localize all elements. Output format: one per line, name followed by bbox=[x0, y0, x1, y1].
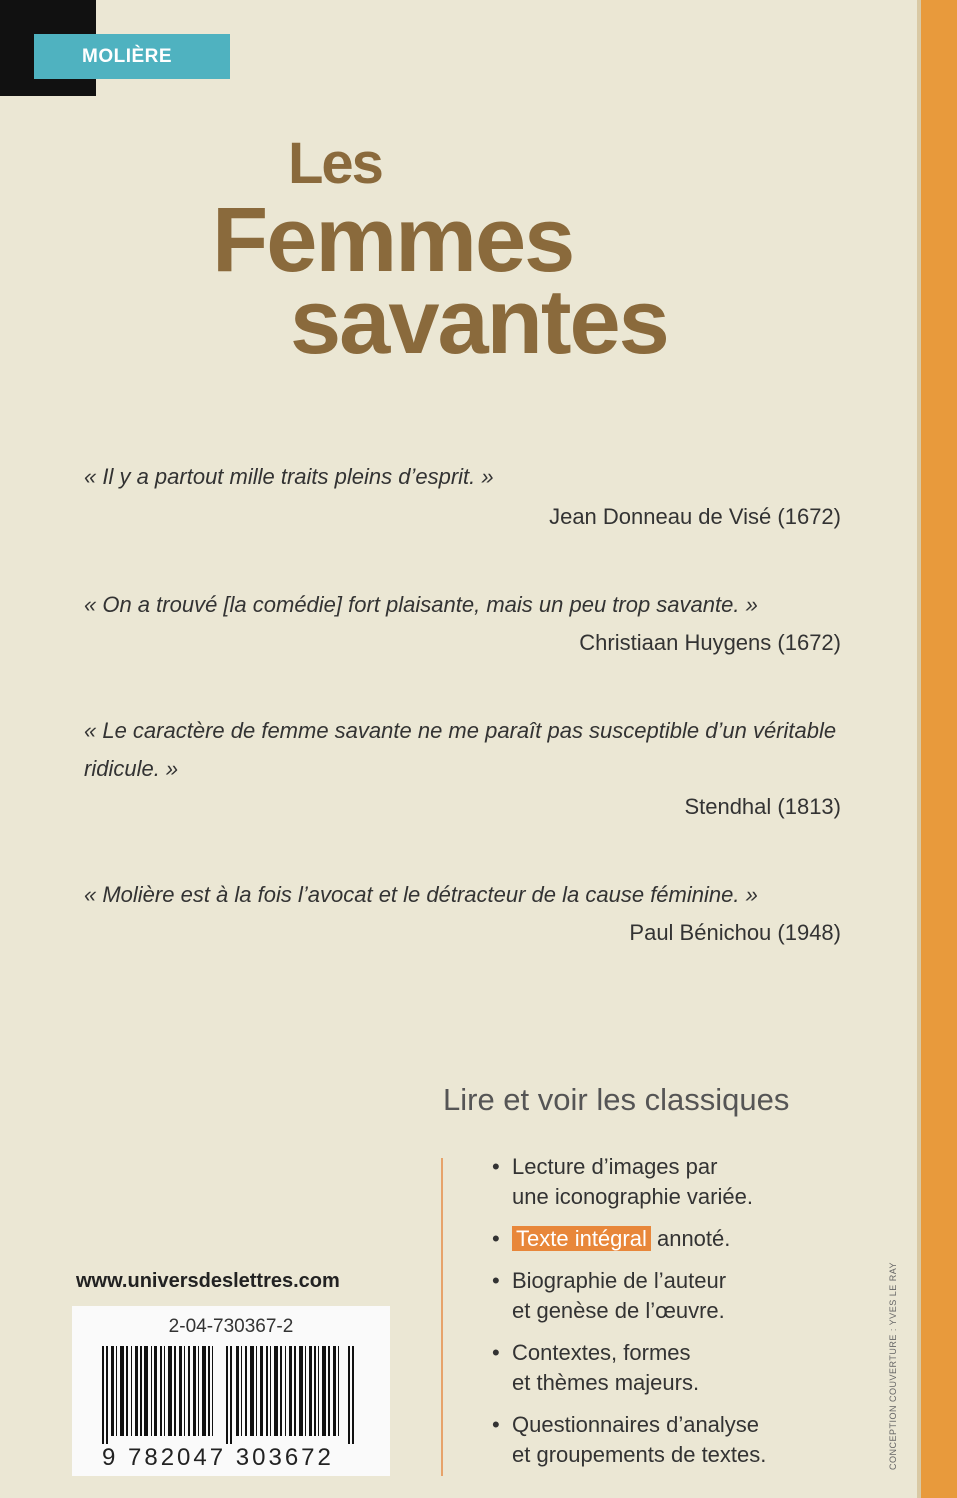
feature-text: et genèse de l’œuvre. bbox=[512, 1298, 725, 1323]
feature-text: une iconographie variée. bbox=[512, 1184, 753, 1209]
feature-item bbox=[492, 1410, 852, 1470]
feature-text: Lecture d’images par bbox=[512, 1154, 718, 1179]
bullet-icon: • bbox=[492, 1412, 500, 1437]
feature-list bbox=[492, 1152, 852, 1482]
divider-line bbox=[441, 1158, 443, 1476]
cover-credit: CONCEPTION COUVERTURE : YVES LE RAY bbox=[888, 1261, 898, 1470]
feature-item bbox=[492, 1152, 852, 1212]
feature-item bbox=[492, 1338, 852, 1398]
bullet-icon: • bbox=[492, 1226, 500, 1251]
feature-text: et groupements de textes. bbox=[512, 1442, 767, 1467]
title-line-1: Les bbox=[288, 131, 382, 196]
feature-text: Questionnaires d’analyse bbox=[512, 1412, 760, 1437]
website-url: www.universdeslettres.com bbox=[76, 1270, 340, 1292]
highlight-text: Texte intégral bbox=[512, 1226, 651, 1251]
bullet-icon: • bbox=[492, 1340, 500, 1365]
feature-text: annoté. bbox=[650, 1226, 731, 1251]
barcode-panel bbox=[72, 1306, 390, 1476]
feature-item bbox=[492, 1266, 852, 1326]
feature-text: et thèmes majeurs. bbox=[512, 1370, 700, 1395]
quote-4: « Molière est à la fois l’avocat et le détracteur de la cause féminine. » bbox=[84, 882, 758, 907]
feature-text: Contextes, formes bbox=[512, 1340, 691, 1365]
author-tag: MOLIÈRE bbox=[34, 34, 230, 79]
quote-2-attribution: Christiaan Huygens (1672) bbox=[579, 630, 841, 655]
quote-3-attribution: Stendhal (1813) bbox=[684, 794, 841, 819]
quote-4-attribution: Paul Bénichou (1948) bbox=[629, 920, 841, 945]
title-line-2: Femmes bbox=[212, 189, 574, 291]
isbn-text: 2-04-730367-2 bbox=[168, 1316, 294, 1337]
feature-item bbox=[492, 1224, 852, 1254]
ean-number: 9 782047 303672 bbox=[102, 1444, 334, 1471]
bullet-icon: • bbox=[492, 1154, 500, 1179]
quote-1: « Il y a partout mille traits pleins d’esprit. » bbox=[84, 464, 494, 489]
title-line-3: savantes bbox=[290, 271, 668, 373]
barcode-icon bbox=[102, 1346, 360, 1444]
quote-2: « On a trouvé [la comédie] fort plaisante, mais un peu trop savante. » bbox=[84, 592, 758, 617]
quote-3: « Le caractère de femme savante ne me paraît pas susceptible d’un véritable ridicule. » bbox=[84, 718, 837, 781]
quote-1-attribution: Jean Donneau de Visé (1672) bbox=[549, 504, 841, 529]
series-title: Lire et voir les classiques bbox=[443, 1082, 790, 1117]
spine bbox=[921, 0, 957, 1498]
bullet-icon: • bbox=[492, 1268, 500, 1293]
feature-text: Biographie de l’auteur bbox=[512, 1268, 727, 1293]
